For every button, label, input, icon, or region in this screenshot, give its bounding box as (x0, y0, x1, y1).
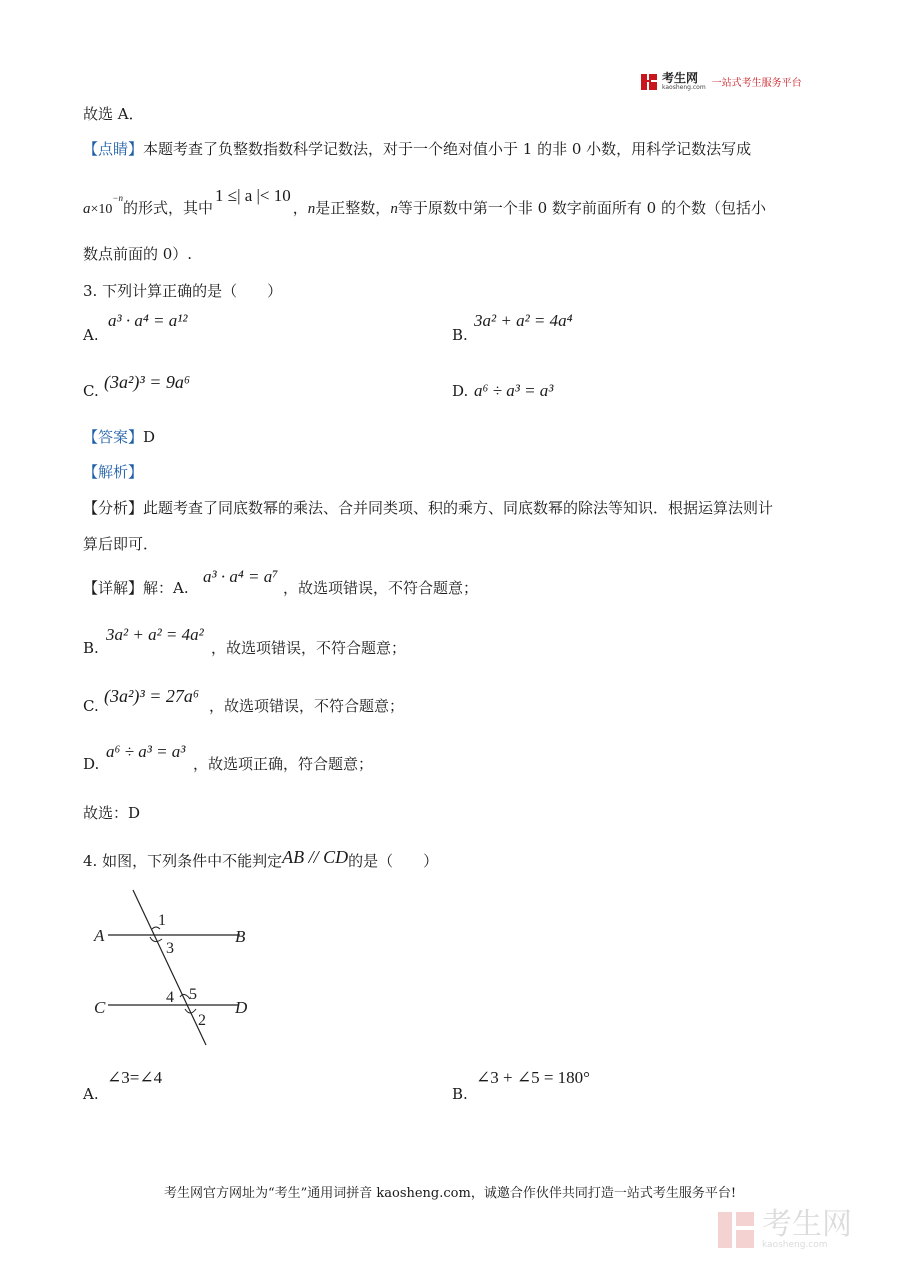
detail-d-comment: ，故选项正确，符合题意； (193, 755, 374, 773)
prev-conclusion: 故选 A． (83, 105, 144, 123)
watermark-url: kaosheng.com (762, 1240, 828, 1250)
analysis-tag: 【解析】 (83, 463, 144, 481)
note-mid-3: 是正整数， (315, 199, 391, 217)
detail-b-letter: B. (83, 639, 99, 657)
q3-option-a-expr: a³ · a⁴ = a¹² (108, 311, 188, 330)
detail-b-expr: 3a² + a² = 4a² (106, 625, 204, 644)
detail-tag: 【详解】 (83, 579, 144, 597)
fenxi-tag: 【分析】 (83, 499, 144, 517)
brand-logo-icon (640, 73, 658, 91)
answer-value: D (143, 428, 156, 446)
q3-option-c-expr: (3a²)³ = 9a⁶ (104, 372, 191, 392)
note-n-1: n (307, 201, 316, 217)
parallel-lines-figure (90, 885, 270, 1050)
note-mid-4: 等于原数中第一个非 0 数字前面所有 0 的个数（包括小 (397, 199, 766, 217)
detail-a-comment: ，故选项错误，不符合题意； (283, 579, 479, 597)
header-slogan: 一站式考生服务平台 (711, 78, 802, 89)
transversal (133, 890, 206, 1045)
detail-c-expr: (3a²)³ = 27a⁶ (104, 686, 200, 706)
answer-tag: 【答案】 (83, 428, 144, 446)
label-d: D (235, 998, 248, 1017)
q3-option-c-letter: C. (83, 382, 99, 400)
q3-option-d-letter: D. (452, 382, 469, 400)
note-n-2: n (390, 201, 398, 217)
detail-prefix: 解：A. (143, 579, 189, 597)
q3-answer-line (83, 427, 155, 447)
watermark-logo-icon (716, 1210, 756, 1250)
q4-option-b-letter: B. (452, 1085, 468, 1103)
note-condition: 1 ≤| a |< 10 (215, 186, 291, 205)
note-text-1: 本题考查了负整数指数科学记数法，对于一个绝对值小于 1 的非 0 小数，用科学记数法写成 (143, 140, 752, 158)
label-c: C (94, 998, 106, 1017)
detail-a-expr: a³ · a⁴ = a⁷ (203, 567, 279, 586)
q4-stem (83, 847, 439, 871)
q3-option-b-letter: B. (452, 326, 468, 344)
label-b: B (235, 927, 246, 946)
watermark (716, 1207, 852, 1250)
prev-note-line2 (83, 186, 766, 220)
note-form-times: ×10 (90, 202, 113, 217)
watermark-name: 考生网 (762, 1207, 852, 1242)
header-logo (640, 72, 802, 91)
footer-text: 考生网官方网址为“考生”通用词拼音 kaosheng.com，诚邀合作伙伴共同打造一站式考生服务平台! (163, 1186, 737, 1201)
q3-conclusion: 故选：D (83, 804, 141, 822)
prev-note-line1 (83, 139, 751, 159)
label-angle-4: 4 (166, 989, 174, 1006)
label-angle-1: 1 (158, 912, 166, 929)
q4-option-a-letter: A. (83, 1085, 99, 1103)
label-angle-5: 5 (189, 986, 197, 1003)
q4-stem-math: AB // CD (282, 847, 349, 867)
logo-url: kaosheng.com (662, 84, 706, 91)
detail-b-comment: ，故选项错误，不符合题意； (211, 639, 407, 657)
note-tag: 【点睛】 (83, 140, 144, 158)
detail-c-comment: ，故选项错误，不符合题意； (209, 697, 405, 715)
note-form-a: a (83, 201, 91, 217)
q3-fenxi-line2: 算后即可． (83, 535, 159, 553)
label-angle-2: 2 (198, 1012, 206, 1029)
prev-note-line3: 数点前面的 0）. (83, 245, 193, 263)
detail-d-letter: D. (83, 755, 100, 773)
detail-d-expr: a⁶ ÷ a³ = a³ (106, 742, 186, 761)
detail-c-letter: C. (83, 697, 99, 715)
logo-name: 考生网 (662, 71, 699, 85)
note-mid-2: ， (292, 199, 308, 217)
fenxi-text-1: 此题考查了同底数幂的乘法、合并同类项、积的乘方、同底数幂的除法等知识．根据运算法则计 (143, 499, 774, 517)
q4-stem-prefix: 4. 如图，下列条件中不能判定 (83, 852, 283, 870)
q3-stem: 3. 下列计算正确的是（ ） (83, 282, 283, 300)
q4-option-a-expr: ∠3=∠4 (107, 1068, 163, 1087)
note-form-exp: −n (112, 193, 123, 203)
q3-fenxi-line1 (83, 498, 773, 518)
q3-option-b-expr: 3a² + a² = 4a⁴ (474, 311, 573, 330)
q4-option-b-expr: ∠3 + ∠5 = 180° (476, 1068, 590, 1087)
label-angle-3: 3 (166, 940, 174, 957)
note-mid-1: 的形式，其中 (122, 199, 213, 217)
q3-detail-line-a (83, 578, 189, 598)
q3-option-a-letter: A. (83, 326, 99, 344)
q3-option-d-expr: a⁶ ÷ a³ = a³ (474, 381, 554, 400)
label-a: A (94, 926, 105, 945)
q4-stem-suffix: 的是（ ） (348, 852, 439, 870)
